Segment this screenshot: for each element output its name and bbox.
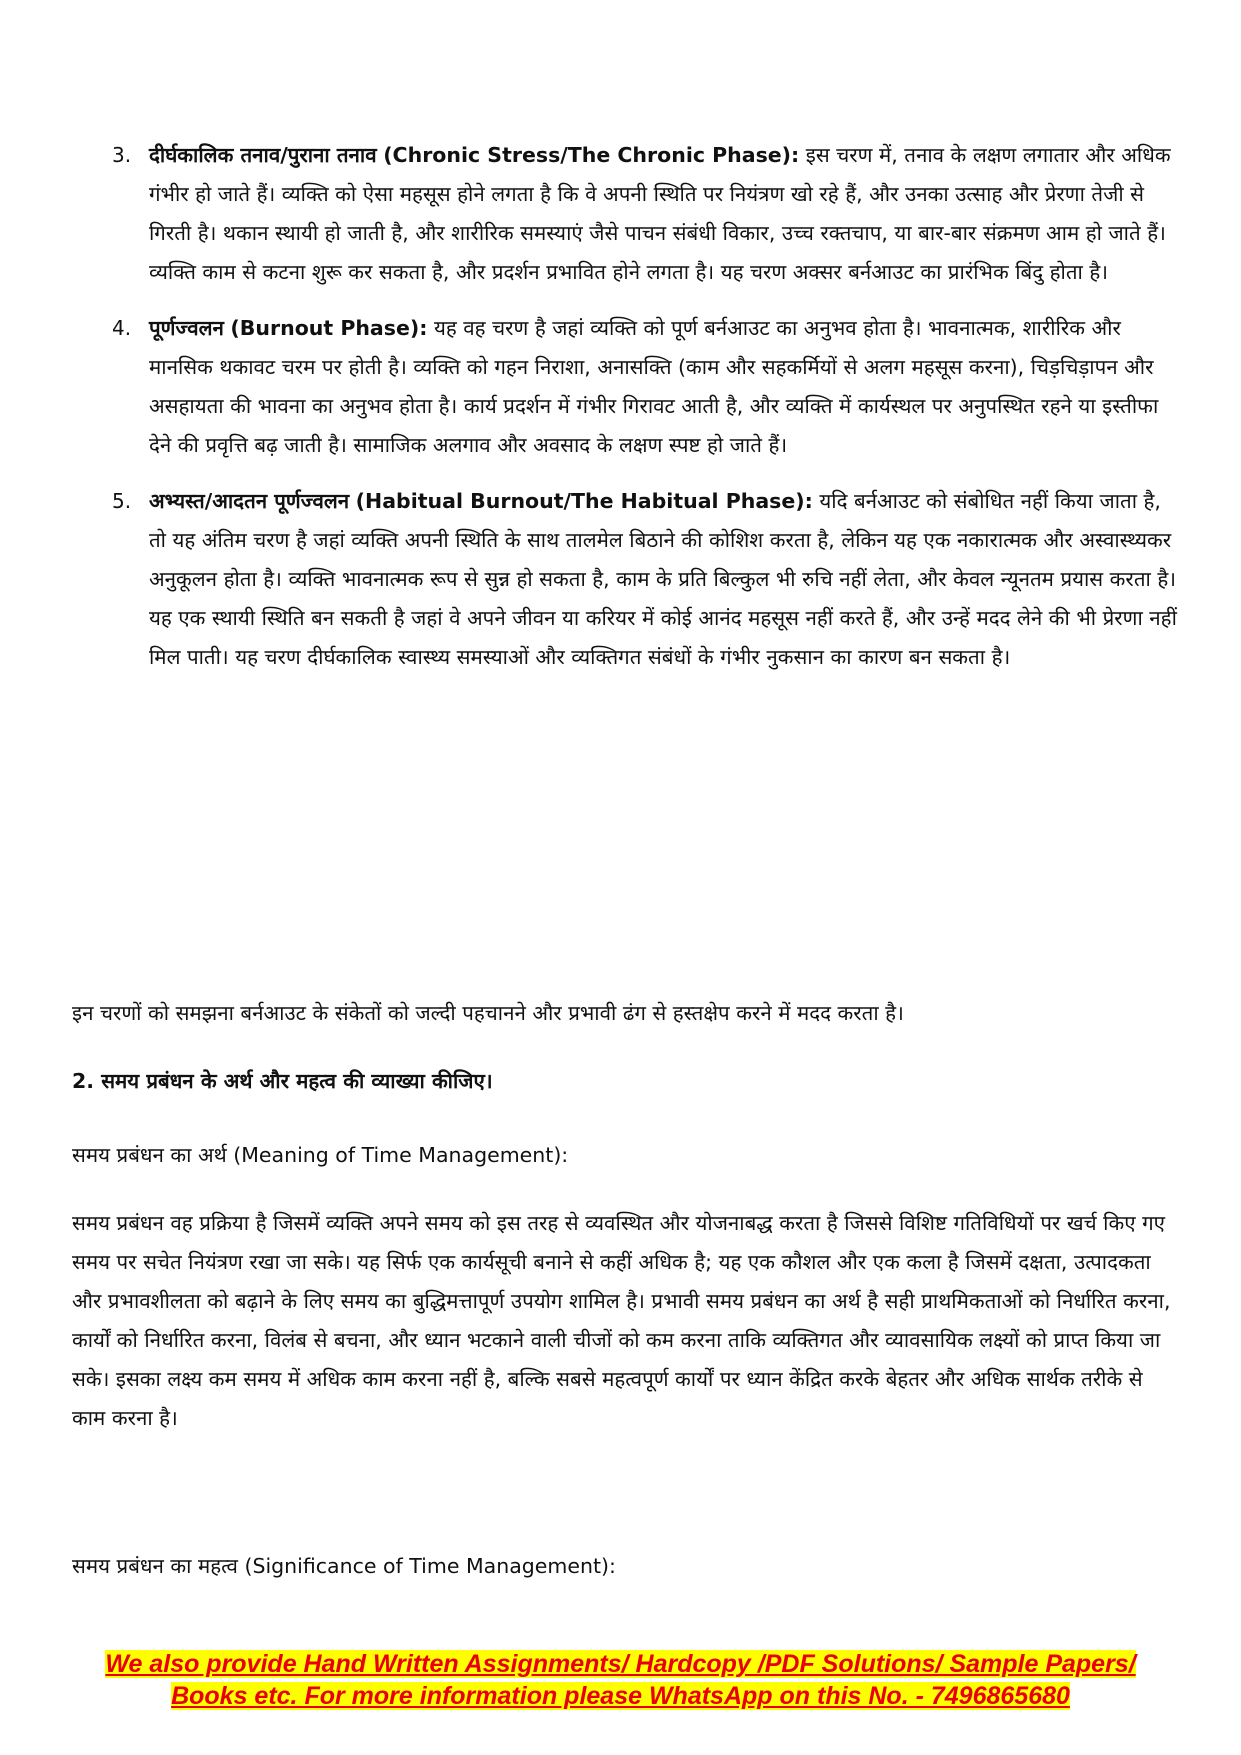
footer-line-1: We also provide Hand Written Assignments/ Hardcopy /PDF Solutions/ Sample Papers/ [105,1650,1136,1678]
stage-paragraph [149,136,1184,292]
footer-line-2: Books etc. For more information please WhatsApp on this No. - 7496865680 [171,1682,1070,1710]
promo-footer [40,1648,1201,1712]
meaning-heading: समय प्रबंधन का अर्थ (Meaning of Time Management): [72,1143,569,1167]
stage-title: दीर्घकालिक तनाव/पुराना तनाव [149,143,377,167]
stage-subtitle: (Chronic Stress/The Chronic Phase): [383,143,800,167]
stage-title: अभ्यस्त/आदतन पूर्णज्वलन [149,489,350,513]
stage-subtitle: (Habitual Burnout/The Habitual Phase): [355,489,813,513]
list-item [104,136,1184,292]
stage-text: इस चरण में, तनाव के लक्षण लगातार और अधिक गंभीर हो जाते हैं। व्यक्ति को ऐसा महसूस होने लगता है कि वे अपनी स्थिति पर नियंत्रण खो रहे हैं, और उनका उत्साह और प्रेरणा तेजी से गिरती है। थकान स्थायी हो जाती है, और शारीरिक समस्याएं जैसे पाचन संबंधी विकार, उच्च रक्तचाप, या बार-बार संक्रमण आम हो जाते हैं। व्यक्ति काम से कटना शुरू कर सकता है, और प्रदर्शन प्रभावित होने लगता है। यह चरण अक्सर बर्नआउट का प्रारंभिक बिंदु होता है। [149,143,1171,284]
list-number: 4. [112,316,132,340]
list-item [104,309,1184,465]
list-item [104,482,1184,677]
stage-text: यदि बर्नआउट को संबोधित नहीं किया जाता है, तो यह अंतिम चरण है जहां व्यक्ति अपनी स्थिति के साथ तालमेल बिठाने की कोशिश करता है, लेकिन यह एक नकारात्मक और अस्वास्थ्यकर अनुकूलन होता है। व्यक्ति भावनात्मक रूप से सुन्न हो सकता है, काम के प्रति बिल्कुल भी रुचि नहीं लेता, और केवल न्यूनतम प्रयास करता है। यह एक स्थायी स्थिति बन सकती है जहां वे अपने जीवन या करियर में कोई आनंद महसूस नहीं करते हैं, और उन्हें मदद लेने की भी प्रेरणा नहीं मिल पाती। यह चरण दीर्घकालिक स्वास्थ्य समस्याओं और व्यक्तिगत संबंधों के गंभीर नुकसान का कारण बन सकता है। [149,489,1177,669]
stages-list [104,136,1184,694]
list-number: 5. [112,489,132,513]
meaning-paragraph: समय प्रबंधन वह प्रक्रिया है जिसमें व्यक्ति अपने समय को इस तरह से व्यवस्थित और योजनाबद्ध करता है जिससे विशिष्ट गतिविधियों पर खर्च किए गए समय पर सचेत नियंत्रण रखा जा सके। यह सिर्फ एक कार्यसूची बनाने से कहीं अधिक है; यह एक कौशल और एक कला है जिसमें दक्षता, उत्पादकता और प्रभावशीलता को बढ़ाने के लिए समय का बुद्धिमत्तापूर्ण उपयोग शामिल है। प्रभावी समय प्रबंधन का अर्थ है सही प्राथमिकताओं को निर्धारित करना, कार्यों को निर्धारित करना, विलंब से बचना, और ध्यान भटकाने वाली चीजों को कम करना ताकि व्यक्तिगत और व्यावसायिक लक्ष्यों को प्राप्त किया जा सके। इसका लक्ष्य कम समय में अधिक काम करना नहीं है, बल्कि सबसे महत्वपूर्ण कार्यों पर ध्यान केंद्रित करके बेहतर और अधिक सार्थक तरीके से काम करना है। [72,1211,1171,1430]
stage-subtitle: (Burnout Phase): [230,316,428,340]
stage-paragraph [149,482,1184,677]
significance-heading: समय प्रबंधन का महत्व (Significance of Time Management): [72,1554,616,1578]
list-number: 3. [112,143,132,167]
question-heading: 2. समय प्रबंधन के अर्थ और महत्व की व्याख्या कीजिए। [72,1069,493,1093]
stage-title: पूर्णज्वलन [149,316,224,340]
stage-text: यह वह चरण है जहां व्यक्ति को पूर्ण बर्नआउट का अनुभव होता है। भावनात्मक, शारीरिक और मानसिक थकावट चरम पर होती है। व्यक्ति को गहन निराशा, अनासक्ति (काम और सहकर्मियों से अलग महसूस करना), चिड़चिड़ापन और असहायता की भावना का अनुभव होता है। कार्य प्रदर्शन में गंभीर गिरावट आती है, और व्यक्ति में कार्यस्थल पर अनुपस्थित रहने या इस्तीफा देने की प्रवृत्ति बढ़ जाती है। सामाजिक अलगाव और अवसाद के लक्षण स्पष्ट हो जाते हैं। [149,316,1159,457]
stages-summary: इन चरणों को समझना बर्नआउट के संकेतों को जल्दी पहचानने और प्रभावी ढंग से हस्तक्षेप करने में मदद करता है। [72,1001,904,1025]
stage-paragraph [149,309,1184,465]
